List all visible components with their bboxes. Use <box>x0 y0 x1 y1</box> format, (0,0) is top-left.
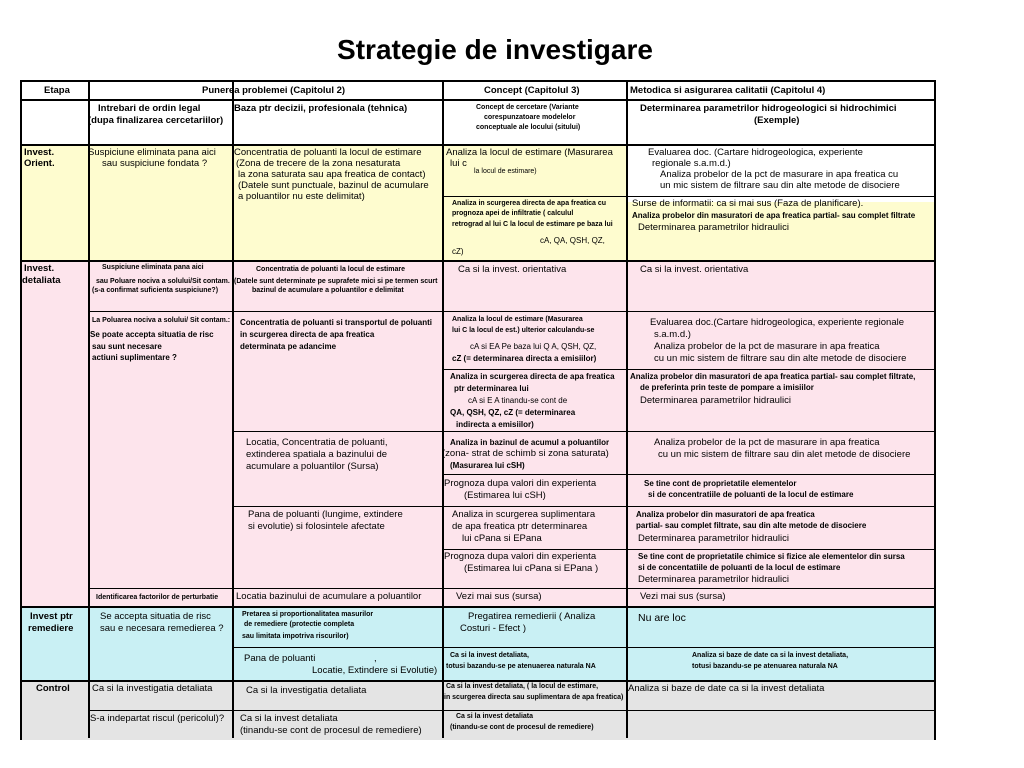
detaliata-r6-method-1: Analiza probelor din masuratori de apa freatica <box>636 510 815 519</box>
orient-basis-2: (Zona de trecere de la zona nesaturata <box>236 158 401 169</box>
detaliata-r1-basis-3: bazinul de acumulare a poluantilor e delimitat <box>252 287 404 294</box>
orient-basis-4: (Datele sunt punctuale, bazinul de acumulare <box>238 180 429 191</box>
orient-concept-3: la locul de estimare) <box>474 168 537 175</box>
detaliata-r4-concept-1: Analiza in bazinul de acumul a poluantilor <box>450 438 610 447</box>
control-concept-1: Ca si la invest detaliata, ( la locul de estimare, <box>446 683 599 690</box>
detaliata-r7-concept-1: Prognoza dupa valori din experienta <box>444 551 597 562</box>
header-etapa: Etapa <box>44 85 70 96</box>
subheader-c4b: (Exemple) <box>754 115 800 126</box>
detaliata-r3-method-1: Analiza probelor din masuratori de apa freatica partial- sau complet filtrate, <box>630 372 916 381</box>
detaliata-r2-basis-3: determinata pe adancime <box>240 342 337 351</box>
detaliata-r4-concept-3: (Masurarea lui cSH) <box>450 461 525 470</box>
subheader-c3a: Concept de cercetare (Variante <box>476 104 579 111</box>
detaliata-r2-method-3: Analiza probelor de la pct de masurare in apa freatica <box>654 341 880 352</box>
orient-basis-5: a poluantilor nu este delimitat) <box>238 191 365 202</box>
detaliata-r1-question-1: Suspiciune eliminata pana aici <box>102 264 204 271</box>
page-title: Strategie de investigare <box>337 34 653 65</box>
stage-detaliata-line1: Invest. <box>24 263 55 274</box>
detaliata-r1-basis-1: Concentratia de poluanti la locul de estimare <box>256 266 405 273</box>
orient-concept-2: lui c <box>450 158 467 169</box>
detaliata-r2-concept-1: Analiza la locul de estimare (Masurarea <box>452 316 583 323</box>
detaliata-r8-question: Identificarea factorilor de perturbatie <box>96 594 219 601</box>
remediere-method-2: Analiza si baze de date ca si la invest detaliata, <box>692 652 849 659</box>
detaliata-r4-basis-3: acumulare a poluantilor (Sursa) <box>246 461 379 472</box>
detaliata-r6-concept-3: lui cPana si EPana <box>462 533 542 544</box>
subheader-c3c: conceptuale ale locului (sitului) <box>476 124 581 131</box>
remediere-concept-2: Costuri - Efect ) <box>460 623 526 634</box>
remediere-basis-5: , <box>374 653 377 664</box>
orient-concept-6: retrograd al lui C la locul de estimare pe baza lui <box>452 221 613 228</box>
remediere-method-1: Nu are loc <box>638 612 686 624</box>
detaliata-r5-method-2: si de concentratiile de poluanti de la locul de estimare <box>648 490 854 499</box>
stage-detaliata-line2: detaliata <box>22 275 61 286</box>
detaliata-r3-concept-3: cA si E A tinandu-se cont de <box>468 396 568 405</box>
detaliata-r3-concept-4: QA, QSH, QZ, cZ (= determinarea <box>450 408 576 417</box>
detaliata-r4-basis-2: extinderea spatiala a bazinului de <box>246 449 388 460</box>
orient-method-5: Surse de informatii: ca si mai sus (Faza de planificare). <box>632 198 864 209</box>
remediere-basis-6: Locatie, Extindere si Evolutie) <box>312 665 438 676</box>
control-concept-2: in scurgerea directa sau suplimentara de apa freatica) <box>444 694 624 701</box>
detaliata-r8-method: Vezi mai sus (sursa) <box>640 591 726 602</box>
detaliata-r2-basis-1: Concentratia de poluanti si transportul de poluanti <box>240 318 433 327</box>
remediere-basis-4: Pana de poluanti <box>244 653 316 664</box>
remediere-method-3: totusi bazandu-se pe atenuarea naturala NA <box>692 663 838 670</box>
remediere-question-1: Se accepta situatia de risc <box>100 611 211 622</box>
detaliata-r6-method-2: partial- sau complet filtrate, sau din alte metode de disociere <box>636 521 867 530</box>
detaliata-r2-concept-3: cA si EA Pe baza lui Q A, QSH, QZ, <box>470 342 597 351</box>
detaliata-r1-concept: Ca si la invest. orientativa <box>458 264 567 275</box>
stage-remediere-line1: Invest ptr <box>30 611 73 622</box>
detaliata-r2-question-1: La Poluarea nociva a solului/ Sit contam.: <box>92 317 231 324</box>
orient-method-2: regionale s.a.m.d.) <box>652 158 731 169</box>
detaliata-r6-basis-2: si evolutie) si folosintele afectate <box>248 521 385 532</box>
orient-method-7: Determinarea parametrilor hidraulici <box>638 222 790 233</box>
control-question-1: Ca si la investigatia detaliata <box>92 683 213 694</box>
remediere-basis-3: sau limitata impotriva riscurilor) <box>242 633 349 640</box>
header-col4: Metodica si asigurarea calitatii (Capitolul 4) <box>630 85 826 96</box>
detaliata-r8-basis: Locatia bazinului de acumulare a poluantilor <box>236 591 422 602</box>
orient-concept-7: cA, QA, QSH, QZ, <box>540 236 605 245</box>
detaliata-r2-method-2: s.a.m.d.) <box>654 329 691 340</box>
orient-method-4: un mic sistem de filtrare sau din alte metode de disociere <box>660 180 900 191</box>
orient-concept-4: Analiza in scurgerea directa de apa freatica cu <box>452 200 607 207</box>
detaliata-r2-question-2: Se poate accepta situatia de risc <box>90 330 214 339</box>
detaliata-r7-concept-2: (Estimarea lui cPana si EPana ) <box>464 563 599 574</box>
stage-orient-line1: Invest. <box>24 147 55 158</box>
orient-method-3: Analiza probelor de la pct de masurare in apa freatica cu <box>660 169 899 180</box>
detaliata-r2-concept-4: cZ (= determinarea directa a emisiilor) <box>452 354 597 363</box>
detaliata-r4-basis-1: Locatia, Concentratia de poluanti, <box>246 437 388 448</box>
detaliata-r7-method-1: Se tine cont de proprietatile chimice si fizice ale elementelor din sursa <box>638 552 905 561</box>
subheader-c4a: Determinarea parametrilor hidrogeologici si hidrochimici <box>640 103 897 114</box>
detaliata-r2-concept-2: lui C la locul de est.) ulterior calculandu-se <box>452 327 595 334</box>
remediere-basis-2: de remediere (protectie completa <box>244 621 355 628</box>
remediere-basis-1: Pretarea si proportionalitatea masurilor <box>242 611 374 618</box>
stage-orient-line2: Orient. <box>24 158 55 169</box>
control-concept-4: (tinandu-se cont de procesul de remediere) <box>450 724 594 731</box>
strategy-table <box>20 80 936 740</box>
detaliata-r7-method-2: si de concentatiile de poluanti de la locul de estimare <box>638 563 841 572</box>
detaliata-r4-method-1: Analiza probelor de la pct de masurare in apa freatica <box>654 437 880 448</box>
remediere-question-2: sau e necesara remedierea ? <box>100 623 224 634</box>
detaliata-r2-basis-2: in scurgerea directa de apa freatica <box>240 330 375 339</box>
detaliata-r5-concept-2: (Estimarea lui cSH) <box>464 490 546 501</box>
detaliata-r6-concept-1: Analiza in scurgerea suplimentara <box>452 509 596 520</box>
header-col3: Concept (Capitolul 3) <box>484 85 580 96</box>
subheader-c1a: Intrebari de ordin legal <box>98 103 201 114</box>
remediere-concept-3: Ca si la invest detaliata, <box>450 652 529 659</box>
control-basis-3: (tinandu-se cont de procesul de remediere) <box>240 725 422 736</box>
orient-method-1: Evaluarea doc. (Cartare hidrogeologica, experiente <box>648 147 863 158</box>
orient-concept-5: prognoza apei de infiltratie ( calculul <box>452 210 574 217</box>
detaliata-r6-concept-2: de apa freatica ptr determinarea <box>452 521 588 532</box>
subheader-c2: Baza ptr decizii, profesionala (tehnica) <box>234 103 408 114</box>
remediere-concept-4: totusi bazandu-se pe atenuaerea naturala NA <box>446 663 596 670</box>
orient-concept-8: cZ) <box>452 247 464 256</box>
detaliata-r2-question-3: sau sunt necesare <box>92 342 162 351</box>
orient-concept-1: Analiza la locul de estimare (Masurarea <box>446 147 613 158</box>
stage-remediere-line2: remediere <box>28 623 74 634</box>
orient-basis-3: la zona saturata sau apa freatica de contact) <box>238 169 426 180</box>
control-concept-3: Ca si la invest detaliata <box>456 713 534 720</box>
detaliata-r6-method-3: Determinarea parametrilor hidraulici <box>638 533 790 544</box>
subheader-c3b: corespunzatoare modelelor <box>484 114 576 121</box>
remediere-concept-1: Pregatirea remedierii ( Analiza <box>468 611 596 622</box>
detaliata-r1-question-2: sau Poluare nociva a solului/Sit contam. <box>96 278 230 285</box>
detaliata-r1-method: Ca si la invest. orientativa <box>640 264 749 275</box>
detaliata-r2-method-1: Evaluarea doc.(Cartare hidrogeologica, experiente regionale <box>650 317 905 328</box>
orient-question: Suspiciune eliminata pana aici <box>88 147 216 158</box>
detaliata-r2-question-4: actiuni suplimentare ? <box>92 353 177 362</box>
detaliata-r4-concept-2: (zona- strat de schimb si zona saturata) <box>442 448 609 459</box>
subheader-c1b: (dupa finalizarea cercetariilor) <box>88 115 224 126</box>
detaliata-r1-basis-2: (Datele sunt determinate pe suprafete mici si pe termen scurt <box>234 278 438 285</box>
detaliata-r5-concept-1: Prognoza dupa valori din experienta <box>444 478 597 489</box>
orient-basis-1: Concentratia de poluanti la locul de estimare <box>234 147 422 158</box>
detaliata-r1-question-3: (s-a confirmat suficienta suspiciune?) <box>92 287 219 294</box>
control-basis-1: Ca si la investigatia detaliata <box>246 685 367 696</box>
detaliata-r3-method-3: Determinarea parametrilor hidraulici <box>640 395 792 406</box>
control-method-1: Analiza si baze de date ca si la invest detaliata <box>628 683 825 694</box>
detaliata-r2-method-4: cu un mic sistem de filtrare sau din alte metode de disociere <box>654 353 907 364</box>
detaliata-r6-basis-1: Pana de poluanti (lungime, extindere <box>248 509 403 520</box>
detaliata-r3-concept-5: indirecta a emisiilor) <box>456 420 534 429</box>
header-col2: Punerea problemei (Capitolul 2) <box>202 85 346 96</box>
stage-control: Control <box>36 683 70 694</box>
detaliata-r7-method-3: Determinarea parametrilor hidraulici <box>638 574 790 585</box>
control-question-2: S-a indepartat riscul (pericolul)? <box>90 713 225 724</box>
detaliata-r3-concept-2: ptr determinarea lui <box>454 384 529 393</box>
detaliata-r3-method-2: de preferinta prin teste de pompare a imisiilor <box>640 383 814 392</box>
orient-question-2: sau suspiciune fondata ? <box>102 158 208 169</box>
orient-method-6: Analiza probelor din masuratori de apa freatica partial- sau complet filtrate <box>632 211 916 220</box>
detaliata-r4-method-2: cu un mic sistem de filtrare sau din alet metode de disociere <box>658 449 911 460</box>
control-basis-2: Ca si la invest detaliata <box>240 713 338 724</box>
detaliata-r3-concept-1: Analiza in scurgerea directa de apa freatica <box>450 372 615 381</box>
detaliata-r8-concept: Vezi mai sus (sursa) <box>456 591 542 602</box>
detaliata-r5-method-1: Se tine cont de proprietatile elementelor <box>644 479 797 488</box>
